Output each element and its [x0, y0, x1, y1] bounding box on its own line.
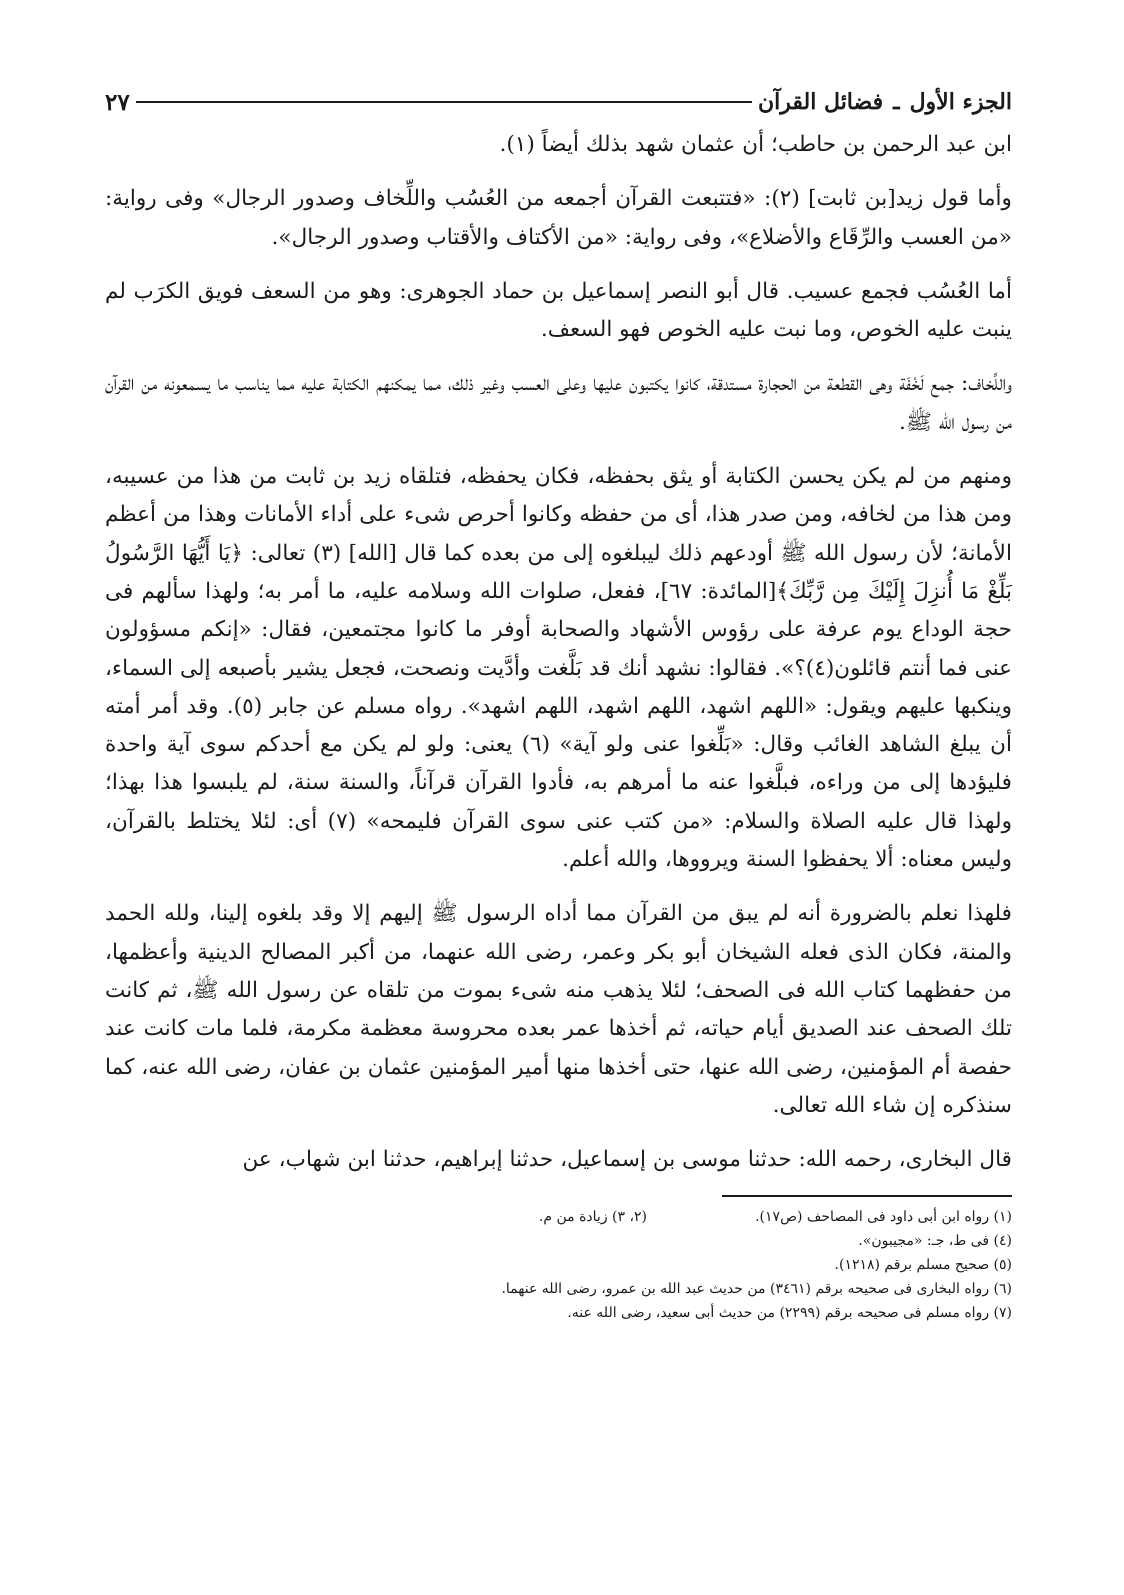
volume-label: الجزء الأول [909, 89, 1012, 115]
footnote-rule [722, 1195, 1012, 1197]
paragraph: وأما قول زيد[بن ثابت] (٢): «فتتبعت القرآن أجمعه من العُسُب واللِّخاف وصدور الرجال» وفى رواية: «من العسب والرِّقَاع والأضلاع»، وفى رواية: «من الأكتاف والأقتاب وصدور الرجال». [105, 186, 1012, 250]
page-number: ٢٧ [105, 88, 130, 116]
paragraph: قال البخارى، رحمه الله: حدثنا موسى بن إسماعيل، حدثنا إبراهيم، حدثنا ابن شهاب، عن [242, 1147, 1012, 1173]
paragraph: فلهذا نعلم بالضرورة أنه لم يبق من القرآن مما أداه الرسول ﷺ إليهم إلا وقد بلغوه إلينا، ولله الحمد والمنة، فكان الذى فعله الشيخان أبو بكر وعمر، رضى الله عنهما، من أكبر المصالح الدينية وأعظمها، من حفظهما كتاب الله فى الصحف؛ لئلا يذهب منه شىء بموت من تلقاه عن رسول الله ﷺ، ثم كانت تلك الصحف عند الصديق أيام حياته، ثم أخذها عمر بعده محروسة معظمة مكرمة، فلما مات كانت عند حفصة أم المؤمنين، رضى الله عنها، حتى أخذها منها أمير المؤمنين عثمان بن عفان، رضى الله عنه، كما سنذكره إن شاء الله تعالى. [105, 901, 1012, 1118]
running-header [105, 80, 1012, 124]
footnote-row [105, 1205, 1012, 1229]
footnote-5: (٥) صحيح مسلم برقم (١٢١٨). [834, 1257, 1012, 1274]
chapter-title: فضائل القرآن [758, 89, 884, 115]
paragraph: ومنهم من لم يكن يحسن الكتابة أو يثق بحفظه، فكان يحفظه، فتلقاه زيد بن ثابت من هذا من عسيبه، ومن هذا من لخافه، ومن صدر هذا، أى من حفظه وكانوا أحرص شىء على أداء الأمانات وهذا من أعظم الأمانة؛ لأن رسول الله ﷺ أودعهم ذلك ليبلغوه إلى من بعده كما قال [الله] (٣) تعالى: ﴿يَا أَيُّهَا الرَّسُولُ بَلِّغْ مَا أُنزِلَ إِلَيْكَ مِن رَّبِّكَ﴾[المائدة: ٦٧]، ففعل، صلوات الله وسلامه عليه، ما أمر به؛ ولهذا سألهم فى حجة الوداع يوم عرفة على رؤوس الأشهاد والصحابة أوفر ما كانوا مجتمعين، فقال: «إنكم مسؤولون عنى فما أنتم قائلون(٤)؟». فقالوا: نشهد أنك قد بَلَّغت وأدَّيت ونصحت، فجعل يشير بأصبعه إلى السماء، وينكبها عليهم ويقول: «اللهم اشهد، اللهم اشهد، اللهم اشهد». رواه مسلم عن جابر (٥). وقد أمر أمته أن يبلغ الشاهد الغائب وقال: «بَلِّغوا عنى ولو آية» (٦) يعنى: ولو لم يكن مع أحدكم سوى آية واحدة فليؤدها إلى من وراءه، فبلَّغوا عنه ما أمرهم به، فأدوا القرآن قرآناً، والسنة سنة، لم يلبسوا هذا بهذا؛ ولهذا قال عليه الصلاة والسلام: «من كتب عنى سوى القرآن فليمحه» (٧) أى: لئلا يختلط بالقرآن، وليس معناه: ألا يحفظوا السنة ويرووها، والله أعلم. [105, 464, 1013, 873]
header-rule [136, 101, 752, 103]
main-text [105, 126, 1012, 1179]
footnote-2-3: (٢، ٣) زيادة من م. [538, 1209, 647, 1226]
footnote-7: (٧) رواه مسلم فى صحيحه برقم (٢٢٩٩) من حديث أبى سعيد، رضى الله عنه. [567, 1305, 1012, 1322]
footnotes [105, 1205, 1012, 1325]
paragraph: أما العُسُب فجمع عسيب. قال أبو النصر إسماعيل بن حماد الجوهرى: وهو من السعف فويق الكرَب لم ينبت عليه الخوص، وما نبت عليه الخوص فهو السعف. [105, 278, 1012, 343]
footnote-6: (٦) رواه البخارى فى صحيحه برقم (٣٤٦١) من حديث عبد الله بن عمرو، رضى الله عنهما. [501, 1281, 1012, 1298]
paragraph: ابن عبد الرحمن بن حاطب؛ أن عثمان شهد بذلك أيضاً (١). [499, 132, 1012, 157]
header-separator: ـ [893, 89, 900, 115]
footnote-1: (١) رواه ابن أبى داود فى المصاحف (ص١٧). [755, 1209, 1012, 1226]
footnote-4: (٤) فى ط، جـ: «مجيبون». [858, 1233, 1012, 1250]
paragraph: واللِّخاف: جمع لَخْفَة وهى القطعة من الحجارة مستدقة، كانوا يكتبون عليها وعلى العسب وغير ذلك، مما يمكنهم الكتابة عليه مما يناسب ما يسمعونه من القرآن من رسول الله ﷺ. [105, 371, 1012, 435]
